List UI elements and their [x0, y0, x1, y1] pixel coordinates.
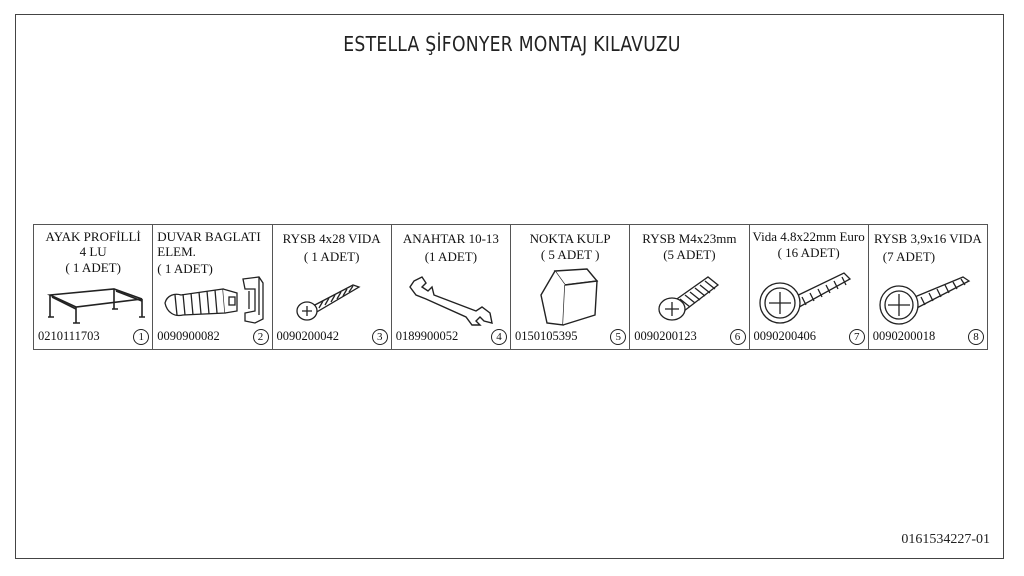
part-index-badge: 6 — [730, 329, 746, 345]
part-cell-8 — [869, 225, 987, 349]
part-quantity: (1 ADET) — [424, 249, 478, 264]
part-index-badge: 2 — [253, 329, 269, 345]
part-quantity: ( 1 ADET) — [157, 261, 213, 276]
part-cell-1 — [34, 225, 153, 349]
machine-screw-icon — [652, 267, 724, 325]
part-quantity: (7 ADET) — [882, 249, 936, 264]
part-name: NOKTA KULP — [529, 231, 611, 246]
page-title: ESTELLA ŞİFONYER MONTAJ KILAVUZU — [343, 32, 681, 56]
part-name-line2: 4 LU — [79, 244, 107, 259]
part-name: Vida 4.8x22mm Euro — [752, 229, 865, 244]
part-index-badge: 8 — [968, 329, 984, 345]
document-number: 0161534227-01 — [901, 532, 990, 547]
part-name: AYAK PROFİLLİ — [45, 229, 141, 244]
part-name: RYSB 4x28 VIDA — [282, 231, 381, 246]
part-code: 0090200406 — [753, 329, 816, 343]
part-quantity: ( 5 ADET ) — [540, 247, 600, 262]
part-index-badge: 1 — [133, 329, 149, 345]
part-cell-3 — [273, 225, 392, 349]
part-cell-5 — [511, 225, 630, 349]
part-name-line2: ELEM. — [157, 244, 196, 259]
part-code: 0090200123 — [634, 329, 697, 343]
screw-icon — [293, 277, 365, 323]
part-index-badge: 7 — [849, 329, 865, 345]
part-quantity: ( 1 ADET) — [303, 249, 360, 264]
part-quantity: ( 1 ADET) — [65, 260, 121, 275]
part-index-badge: 4 — [491, 329, 507, 345]
part-cell-7 — [750, 225, 869, 349]
part-name: RYSB 3,9x16 VIDA — [873, 231, 982, 246]
part-code: 0150105395 — [515, 329, 578, 343]
part-quantity: (5 ADET) — [663, 247, 716, 262]
part-quantity: ( 16 ADET) — [777, 245, 840, 260]
part-name: RYSB M4x23mm — [642, 231, 737, 246]
part-cell-6 — [630, 225, 749, 349]
part-code: 0090900082 — [157, 329, 220, 343]
part-code: 0189900052 — [395, 329, 459, 343]
part-cell-2 — [153, 225, 272, 349]
parts-table — [33, 224, 988, 350]
part-code: 0090200018 — [872, 329, 936, 343]
part-name: DUVAR BAGLATI — [157, 229, 261, 244]
part-index-badge: 5 — [610, 329, 626, 345]
part-code: 0210111703 — [38, 329, 100, 343]
part-index-badge: 3 — [372, 329, 388, 345]
knob-icon — [537, 267, 601, 329]
part-cell-4 — [392, 225, 511, 349]
part-code: 0090200042 — [276, 329, 339, 343]
euro-screw-icon — [756, 263, 856, 327]
wrench-icon — [408, 275, 496, 327]
part-name: ANAHTAR 10-13 — [402, 231, 499, 246]
leg-profile-icon — [42, 283, 146, 325]
wood-screw-icon — [877, 267, 977, 327]
wall-anchor-icon — [159, 273, 269, 329]
